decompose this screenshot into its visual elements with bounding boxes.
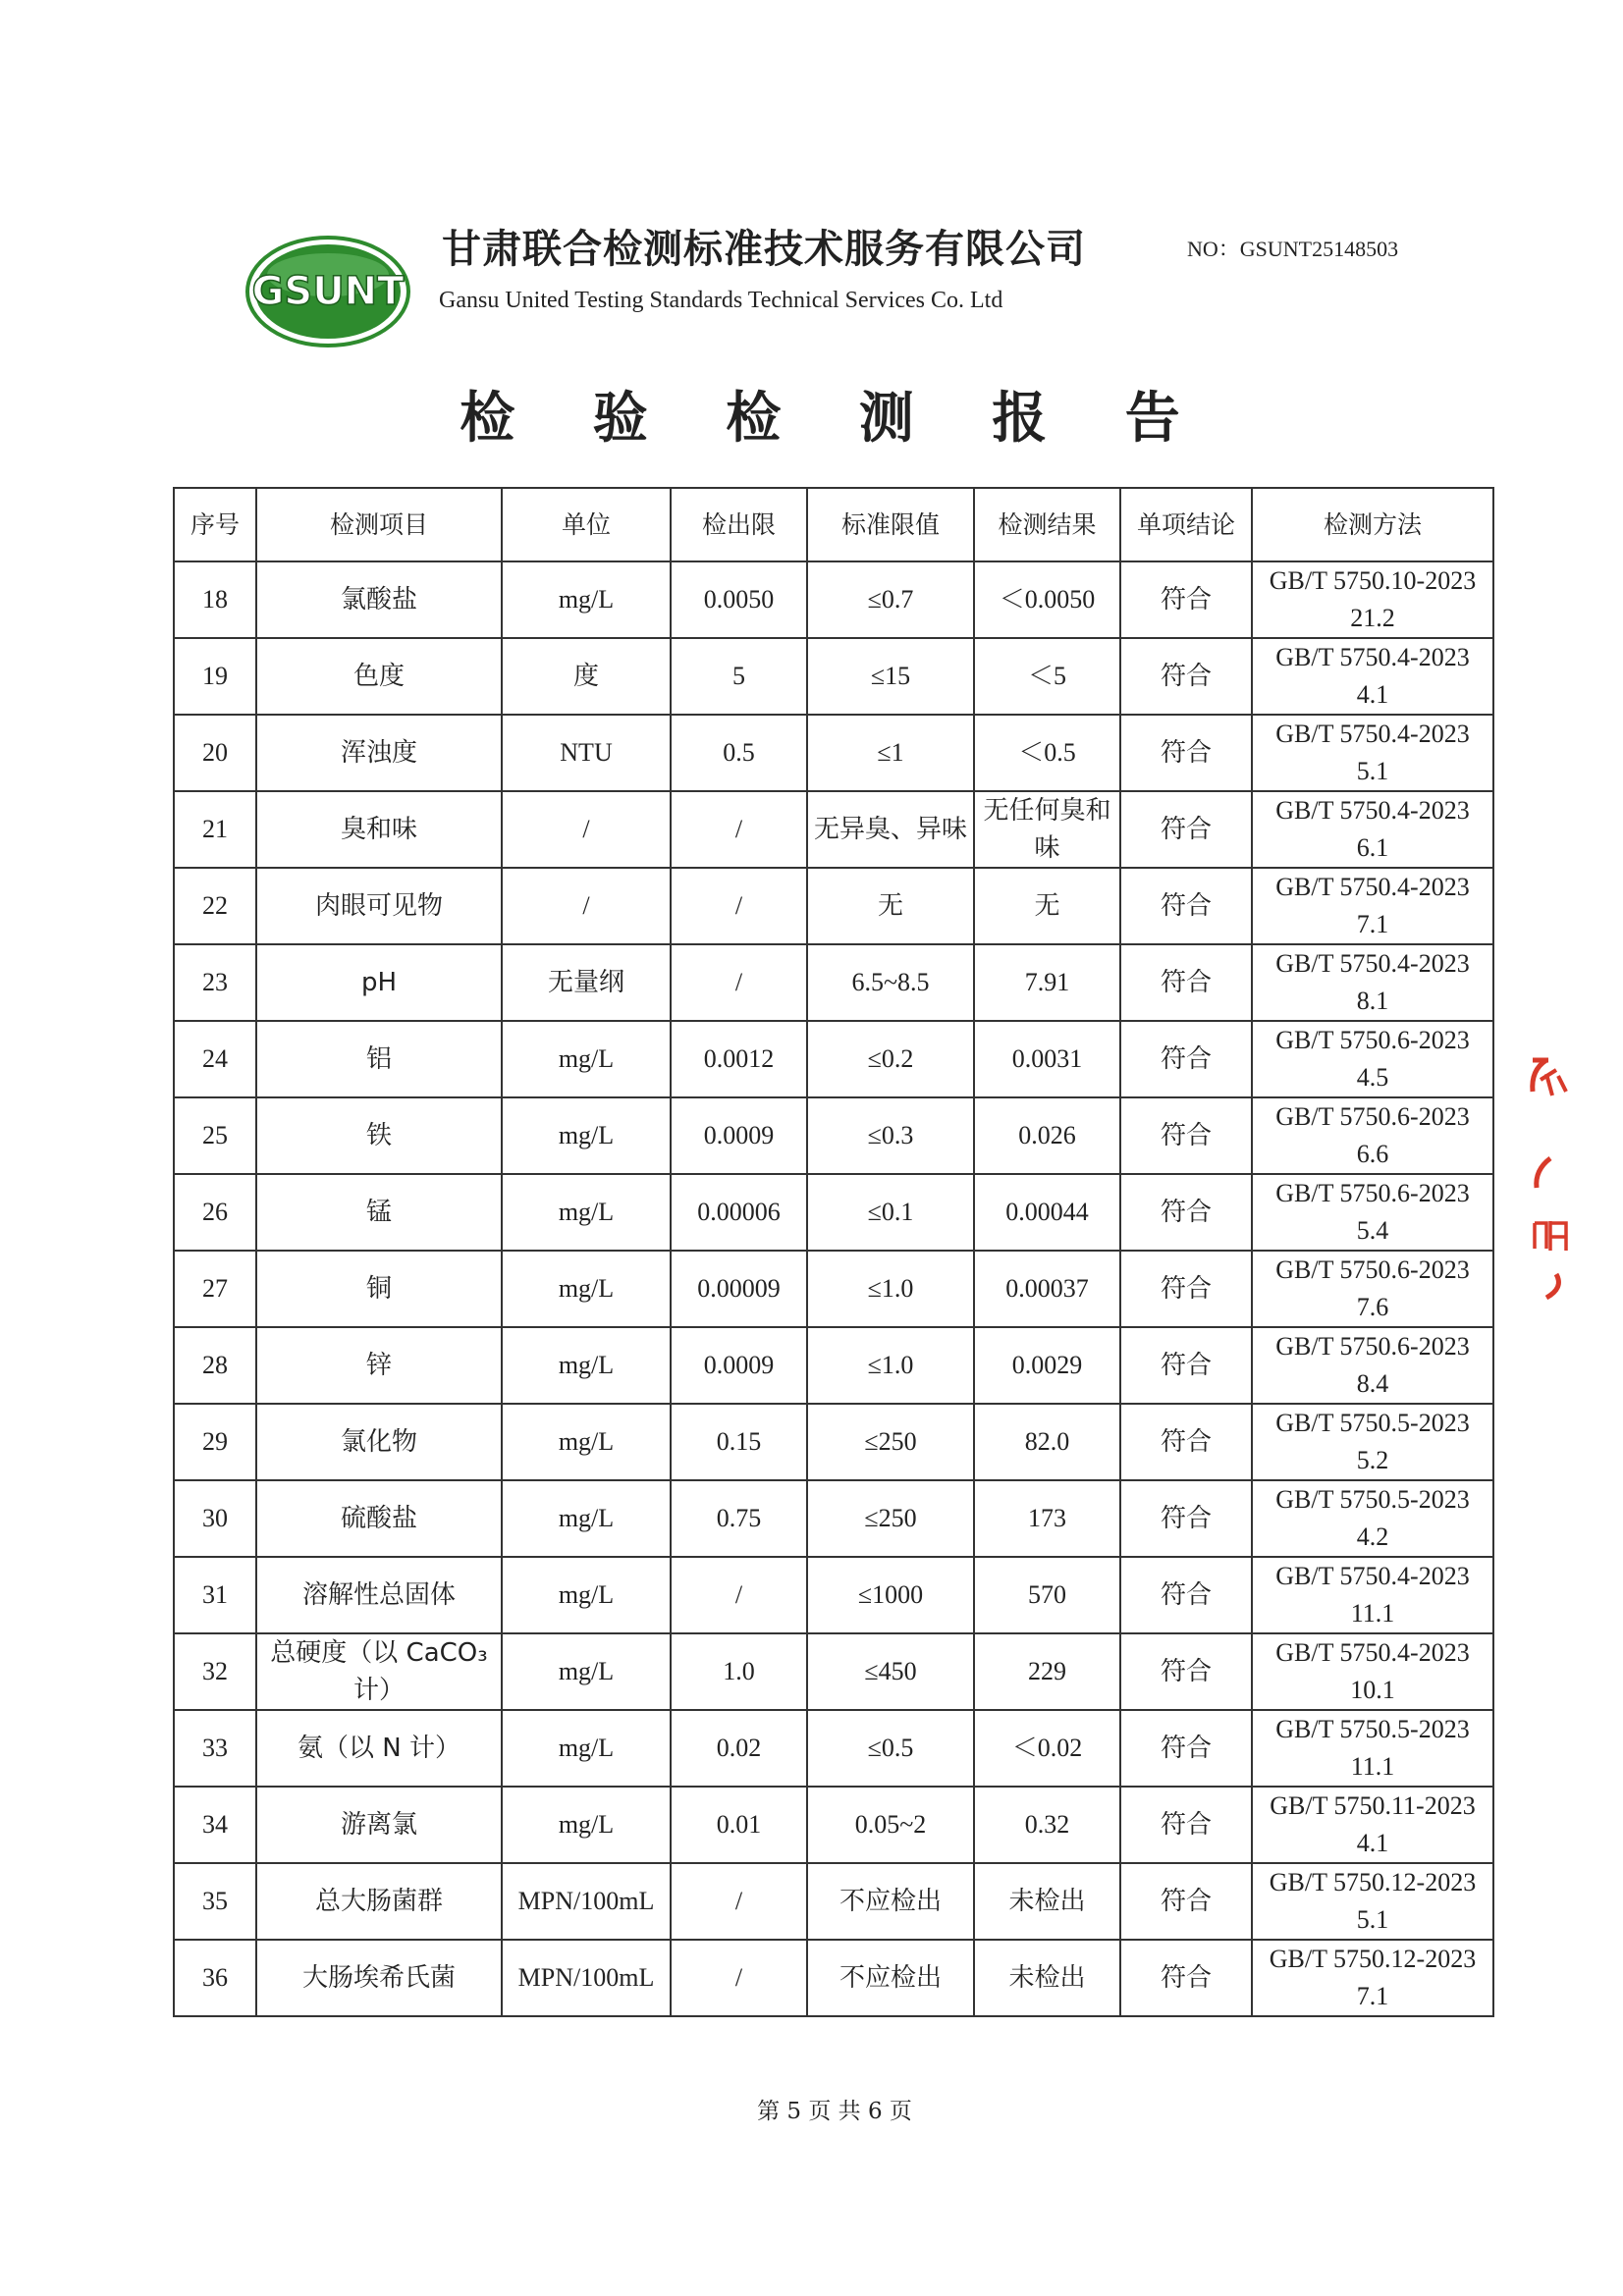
table-row	[174, 561, 1493, 638]
cell-unit: mg/L	[502, 1404, 671, 1480]
cell-standard-limit: ≤1.0	[807, 1251, 974, 1327]
cell-result: 82.0	[974, 1404, 1120, 1480]
table-row	[174, 1633, 1493, 1710]
cell-method	[1252, 638, 1493, 715]
method-line: 21.2	[1350, 604, 1395, 632]
cell-no: 29	[174, 1404, 256, 1480]
table-row	[174, 1863, 1493, 1940]
method-line: 4.1	[1356, 680, 1389, 709]
table-row	[174, 1557, 1493, 1633]
method-line: GB/T 5750.5-2023	[1275, 1485, 1470, 1514]
cell-method	[1252, 1480, 1493, 1557]
cell-item: pH	[256, 944, 502, 1021]
cell-conclusion: 符合	[1120, 1863, 1252, 1940]
cell-no: 32	[174, 1633, 256, 1710]
cell-item: 浑浊度	[256, 715, 502, 791]
method-line: GB/T 5750.6-2023	[1275, 1179, 1470, 1207]
method-line: GB/T 5750.11-2023	[1270, 1791, 1476, 1820]
method-line: 7.1	[1356, 1982, 1389, 2010]
method-line: GB/T 5750.4-2023	[1275, 720, 1470, 748]
cell-conclusion: 符合	[1120, 944, 1252, 1021]
cell-detection-limit: /	[671, 1863, 807, 1940]
cell-no: 27	[174, 1251, 256, 1327]
cell-unit: /	[502, 791, 671, 868]
cell-unit: mg/L	[502, 1787, 671, 1863]
cell-unit: mg/L	[502, 1097, 671, 1174]
cell-method	[1252, 1633, 1493, 1710]
cell-method	[1252, 1710, 1493, 1787]
table-row	[174, 791, 1493, 868]
method-line: GB/T 5750.5-2023	[1275, 1715, 1470, 1743]
header-item: 检测项目	[256, 488, 502, 561]
method-line: GB/T 5750.4-2023	[1275, 1562, 1470, 1590]
cell-no: 31	[174, 1557, 256, 1633]
cell-result: 570	[974, 1557, 1120, 1633]
method-line: 7.6	[1356, 1293, 1389, 1321]
cell-method	[1252, 944, 1493, 1021]
cell-unit: MPN/100mL	[502, 1863, 671, 1940]
cell-detection-limit: 0.0012	[671, 1021, 807, 1097]
cell-conclusion: 符合	[1120, 715, 1252, 791]
cell-detection-limit: 0.0009	[671, 1327, 807, 1404]
company-name-en: Gansu United Testing Standards Technical Services Co. Ltd	[439, 288, 1003, 313]
cell-unit: mg/L	[502, 1021, 671, 1097]
cell-method	[1252, 791, 1493, 868]
company-name-cn: 甘肃联合检测标准技术服务有限公司	[442, 226, 1086, 272]
method-line: 6.1	[1356, 833, 1389, 862]
cell-conclusion: 符合	[1120, 1327, 1252, 1404]
cell-standard-limit: 6.5~8.5	[807, 944, 974, 1021]
header-conclusion: 单项结论	[1120, 488, 1252, 561]
cell-item: 锌	[256, 1327, 502, 1404]
cell-conclusion: 符合	[1120, 1787, 1252, 1863]
cell-method	[1252, 1097, 1493, 1174]
cell-no: 30	[174, 1480, 256, 1557]
cell-result: ＜5	[974, 638, 1120, 715]
cell-method	[1252, 1557, 1493, 1633]
cell-conclusion: 符合	[1120, 1940, 1252, 2016]
table-row	[174, 1327, 1493, 1404]
table-row	[174, 868, 1493, 944]
cell-no: 26	[174, 1174, 256, 1251]
cell-detection-limit: /	[671, 791, 807, 868]
cell-no: 34	[174, 1787, 256, 1863]
method-line: 11.1	[1350, 1599, 1395, 1628]
cell-detection-limit: 0.00009	[671, 1251, 807, 1327]
cell-unit: MPN/100mL	[502, 1940, 671, 2016]
cell-unit: mg/L	[502, 1710, 671, 1787]
cell-method	[1252, 1327, 1493, 1404]
cell-method	[1252, 1787, 1493, 1863]
cell-result: 0.0029	[974, 1327, 1120, 1404]
cell-item: 铁	[256, 1097, 502, 1174]
cell-standard-limit: 无异臭、异味	[807, 791, 974, 868]
cell-conclusion: 符合	[1120, 1021, 1252, 1097]
cell-detection-limit: 1.0	[671, 1633, 807, 1710]
method-line: GB/T 5750.12-2023	[1269, 1945, 1477, 1973]
cell-method	[1252, 561, 1493, 638]
table-row	[174, 1097, 1493, 1174]
cell-no: 28	[174, 1327, 256, 1404]
report-title: 检 验 检 测 报 告	[460, 386, 1210, 451]
cell-conclusion: 符合	[1120, 1097, 1252, 1174]
results-table	[173, 487, 1494, 2017]
cell-item: 游离氯	[256, 1787, 502, 1863]
table-body	[174, 561, 1493, 2016]
cell-item: 锰	[256, 1174, 502, 1251]
header-unit: 单位	[502, 488, 671, 561]
cell-no: 35	[174, 1863, 256, 1940]
cell-detection-limit: 0.15	[671, 1404, 807, 1480]
cell-standard-limit: 不应检出	[807, 1940, 974, 2016]
method-line: 10.1	[1350, 1676, 1395, 1704]
header-standard-limit: 标准限值	[807, 488, 974, 561]
cell-item: 氯化物	[256, 1404, 502, 1480]
cell-method	[1252, 1251, 1493, 1327]
cell-no: 23	[174, 944, 256, 1021]
cell-result: 无	[974, 868, 1120, 944]
method-line: GB/T 5750.6-2023	[1275, 1026, 1470, 1054]
cell-standard-limit: ≤250	[807, 1404, 974, 1480]
cell-detection-limit: /	[671, 1940, 807, 2016]
cell-conclusion: 符合	[1120, 1174, 1252, 1251]
cell-detection-limit: /	[671, 1557, 807, 1633]
cell-unit: NTU	[502, 715, 671, 791]
cell-standard-limit: 不应检出	[807, 1863, 974, 1940]
cell-no: 20	[174, 715, 256, 791]
cell-no: 18	[174, 561, 256, 638]
cell-result: 0.00037	[974, 1251, 1120, 1327]
table-row	[174, 1940, 1493, 2016]
method-line: 11.1	[1350, 1752, 1395, 1781]
cell-unit: mg/L	[502, 1174, 671, 1251]
method-line: GB/T 5750.6-2023	[1275, 1102, 1470, 1131]
method-line: 4.2	[1356, 1522, 1389, 1551]
cell-result: ＜0.5	[974, 715, 1120, 791]
cell-result: 7.91	[974, 944, 1120, 1021]
cell-detection-limit: 0.75	[671, 1480, 807, 1557]
table-row	[174, 638, 1493, 715]
method-line: 5.1	[1356, 757, 1389, 785]
cell-item: 色度	[256, 638, 502, 715]
cell-conclusion: 符合	[1120, 1710, 1252, 1787]
cell-unit: 度	[502, 638, 671, 715]
cell-standard-limit: ≤0.5	[807, 1710, 974, 1787]
method-line: GB/T 5750.12-2023	[1269, 1868, 1477, 1896]
method-line: 6.6	[1356, 1140, 1389, 1168]
cell-detection-limit: /	[671, 944, 807, 1021]
cell-method	[1252, 1404, 1493, 1480]
cell-result: ＜0.0050	[974, 561, 1120, 638]
method-line: GB/T 5750.10-2023	[1269, 566, 1477, 595]
cell-standard-limit: 0.05~2	[807, 1787, 974, 1863]
cell-method	[1252, 715, 1493, 791]
cell-detection-limit: 0.0050	[671, 561, 807, 638]
table-row	[174, 1021, 1493, 1097]
cell-item: 大肠埃希氏菌	[256, 1940, 502, 2016]
cell-no: 21	[174, 791, 256, 868]
cell-detection-limit: 0.5	[671, 715, 807, 791]
cell-item: 臭和味	[256, 791, 502, 868]
cell-result: 0.0031	[974, 1021, 1120, 1097]
cell-method	[1252, 1174, 1493, 1251]
cell-item: 硫酸盐	[256, 1480, 502, 1557]
cell-no: 19	[174, 638, 256, 715]
header-no: 序号	[174, 488, 256, 561]
cell-unit: mg/L	[502, 1480, 671, 1557]
method-line: 5.2	[1356, 1446, 1389, 1474]
cell-standard-limit: ≤15	[807, 638, 974, 715]
cell-conclusion: 符合	[1120, 1251, 1252, 1327]
red-seal-fragment	[1527, 1041, 1570, 1306]
table-row	[174, 1480, 1493, 1557]
cell-method	[1252, 1021, 1493, 1097]
cell-standard-limit: ≤0.7	[807, 561, 974, 638]
table-header-row	[174, 488, 1493, 561]
method-line: 8.1	[1356, 987, 1389, 1015]
method-line: GB/T 5750.5-2023	[1275, 1409, 1470, 1437]
cell-result: 未检出	[974, 1940, 1120, 2016]
cell-unit: mg/L	[502, 1557, 671, 1633]
cell-result: 229	[974, 1633, 1120, 1710]
cell-item: 铜	[256, 1251, 502, 1327]
cell-detection-limit: 0.02	[671, 1710, 807, 1787]
method-line: 5.1	[1356, 1905, 1389, 1934]
cell-method	[1252, 1863, 1493, 1940]
cell-result: 未检出	[974, 1863, 1120, 1940]
cell-unit: /	[502, 868, 671, 944]
table-row	[174, 1251, 1493, 1327]
method-line: GB/T 5750.4-2023	[1275, 796, 1470, 825]
cell-result: 0.026	[974, 1097, 1120, 1174]
cell-standard-limit: ≤0.2	[807, 1021, 974, 1097]
method-line: GB/T 5750.4-2023	[1275, 949, 1470, 978]
header-detection-limit: 检出限	[671, 488, 807, 561]
cell-item: 总大肠菌群	[256, 1863, 502, 1940]
table-row	[174, 1787, 1493, 1863]
method-line: GB/T 5750.6-2023	[1275, 1332, 1470, 1361]
method-line: 4.5	[1356, 1063, 1389, 1092]
cell-standard-limit: ≤1000	[807, 1557, 974, 1633]
cell-standard-limit: ≤250	[807, 1480, 974, 1557]
cell-item: 氯酸盐	[256, 561, 502, 638]
method-line: 4.1	[1356, 1829, 1389, 1857]
cell-no: 33	[174, 1710, 256, 1787]
cell-method	[1252, 868, 1493, 944]
table-row	[174, 715, 1493, 791]
header-method: 检测方法	[1252, 488, 1493, 561]
cell-no: 36	[174, 1940, 256, 2016]
cell-item: 肉眼可见物	[256, 868, 502, 944]
cell-unit: 无量纲	[502, 944, 671, 1021]
cell-method	[1252, 1940, 1493, 2016]
method-line: 8.4	[1356, 1369, 1389, 1398]
cell-detection-limit: 0.01	[671, 1787, 807, 1863]
company-logo	[245, 236, 410, 347]
cell-no: 22	[174, 868, 256, 944]
cell-item: 溶解性总固体	[256, 1557, 502, 1633]
cell-detection-limit: 5	[671, 638, 807, 715]
method-line: GB/T 5750.4-2023	[1275, 873, 1470, 901]
cell-detection-limit: /	[671, 868, 807, 944]
page-footer: 第 5 页 共 6 页	[757, 2099, 912, 2124]
cell-conclusion: 符合	[1120, 638, 1252, 715]
cell-conclusion: 符合	[1120, 1480, 1252, 1557]
cell-item: 氨（以 N 计）	[256, 1710, 502, 1787]
cell-standard-limit: 无	[807, 868, 974, 944]
cell-no: 24	[174, 1021, 256, 1097]
cell-result: ＜0.02	[974, 1710, 1120, 1787]
cell-conclusion: 符合	[1120, 561, 1252, 638]
cell-standard-limit: ≤0.1	[807, 1174, 974, 1251]
method-line: GB/T 5750.4-2023	[1275, 643, 1470, 671]
cell-standard-limit: ≤450	[807, 1633, 974, 1710]
method-line: 5.4	[1356, 1216, 1389, 1245]
cell-result: 无任何臭和味	[974, 791, 1120, 868]
cell-detection-limit: 0.00006	[671, 1174, 807, 1251]
cell-result: 0.00044	[974, 1174, 1120, 1251]
cell-unit: mg/L	[502, 1633, 671, 1710]
table-row	[174, 1174, 1493, 1251]
cell-unit: mg/L	[502, 1327, 671, 1404]
table-row	[174, 944, 1493, 1021]
cell-standard-limit: ≤1	[807, 715, 974, 791]
cell-conclusion: 符合	[1120, 1404, 1252, 1480]
cell-result: 0.32	[974, 1787, 1120, 1863]
method-line: 7.1	[1356, 910, 1389, 938]
cell-conclusion: 符合	[1120, 1557, 1252, 1633]
cell-conclusion: 符合	[1120, 791, 1252, 868]
report-number: NO：GSUNT25148503	[1187, 237, 1399, 261]
header-result: 检测结果	[974, 488, 1120, 561]
cell-standard-limit: ≤1.0	[807, 1327, 974, 1404]
cell-unit: mg/L	[502, 561, 671, 638]
cell-unit: mg/L	[502, 1251, 671, 1327]
cell-item: 总硬度（以 CaCO₃ 计）	[256, 1633, 502, 1710]
cell-result: 173	[974, 1480, 1120, 1557]
cell-conclusion: 符合	[1120, 1633, 1252, 1710]
table-row	[174, 1710, 1493, 1787]
cell-standard-limit: ≤0.3	[807, 1097, 974, 1174]
table-row	[174, 1404, 1493, 1480]
cell-no: 25	[174, 1097, 256, 1174]
cell-conclusion: 符合	[1120, 868, 1252, 944]
cell-detection-limit: 0.0009	[671, 1097, 807, 1174]
logo-text: GSUNT	[251, 269, 405, 314]
method-line: GB/T 5750.6-2023	[1275, 1255, 1470, 1284]
method-line: GB/T 5750.4-2023	[1275, 1638, 1470, 1667]
cell-item: 铝	[256, 1021, 502, 1097]
